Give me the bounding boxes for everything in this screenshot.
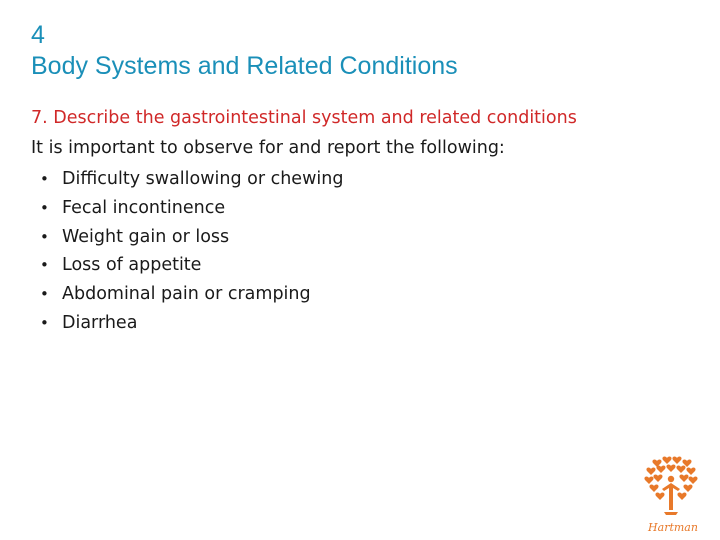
chapter-number: 4 bbox=[31, 21, 45, 49]
section-subtitle: 7. Describe the gastrointestinal system and related conditions bbox=[31, 108, 577, 128]
chapter-title: Body Systems and Related Conditions bbox=[31, 52, 458, 80]
heart-tree-icon bbox=[640, 455, 706, 535]
slide-title bbox=[31, 20, 458, 82]
bullet-list bbox=[40, 165, 343, 338]
bullet-item: • Diarrhea bbox=[40, 309, 343, 338]
bullet-item: • Weight gain or loss bbox=[40, 223, 343, 252]
bullet-item: • Abdominal pain or cramping bbox=[40, 280, 343, 309]
hartman-logo bbox=[640, 455, 706, 535]
intro-text: It is important to observe for and report the following: bbox=[31, 138, 505, 158]
bullet-item: • Loss of appetite bbox=[40, 251, 343, 280]
logo-text: Hartman bbox=[648, 521, 698, 534]
bullet-item: • Difficulty swallowing or chewing bbox=[40, 165, 343, 194]
bullet-item: • Fecal incontinence bbox=[40, 194, 343, 223]
